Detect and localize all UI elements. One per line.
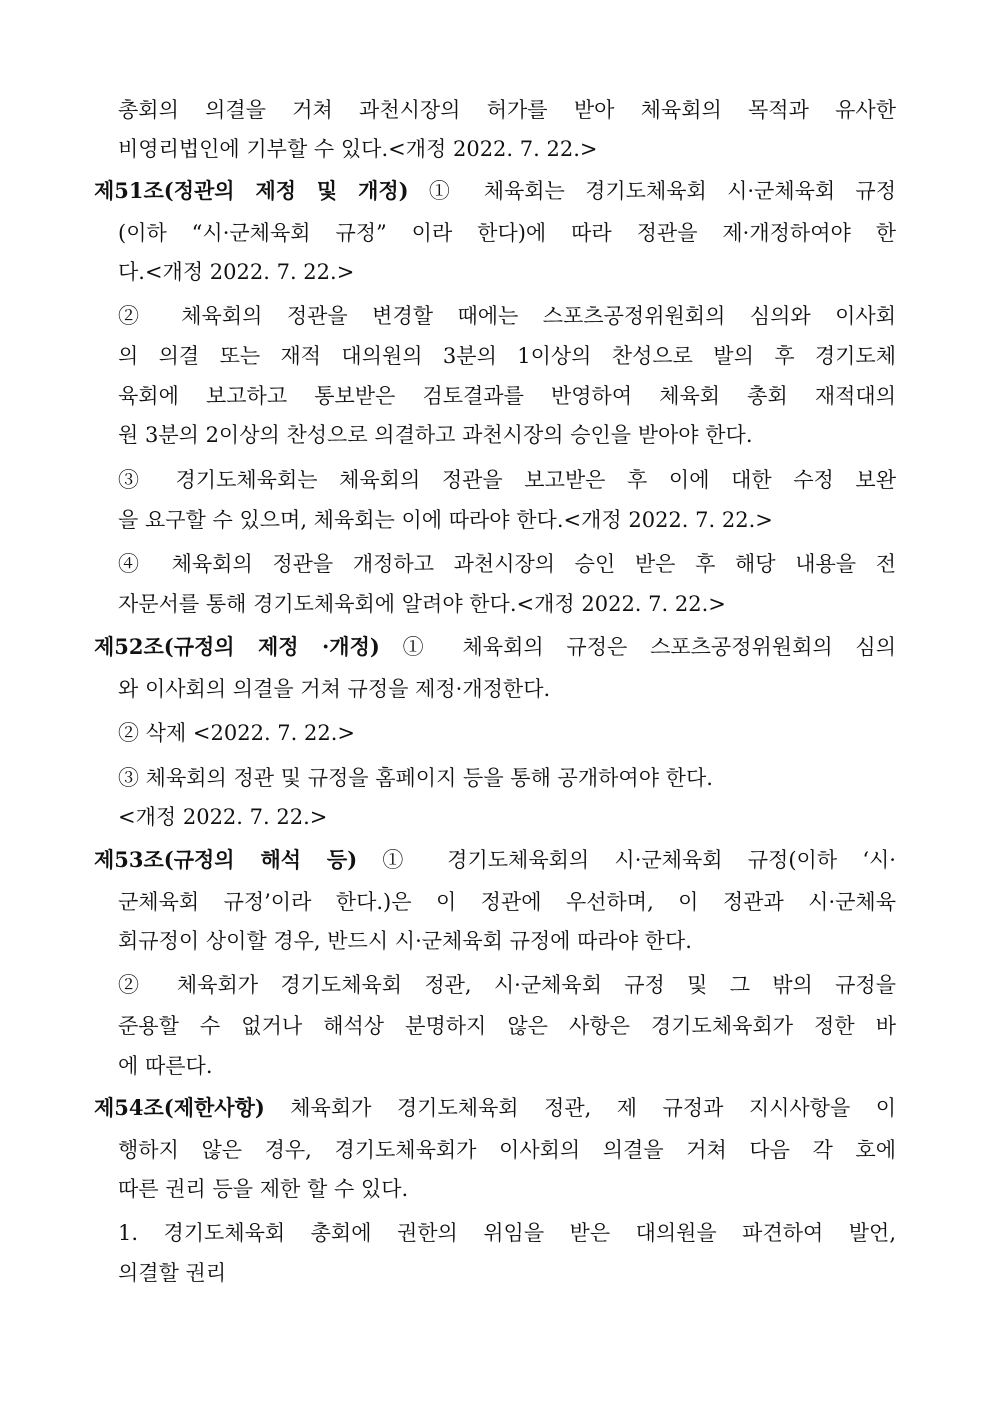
article-text: 체육회가 경기도체육회 정관, 제 규정과 지시사항을 이 bbox=[264, 1096, 896, 1120]
article-51-heading-line bbox=[94, 177, 896, 205]
text-line: 에 따른다. bbox=[118, 1054, 213, 1078]
text-line: ④ 체육회의 정관을 개정하고 과천시장의 승인 받은 후 해당 내용을 전 bbox=[118, 552, 896, 576]
text-line: 비영리법인에 기부할 수 있다.<개정 2022. 7. 22.> bbox=[118, 137, 598, 161]
text-line: 원 3분의 2이상의 찬성으로 의결하고 과천시장의 승인을 받아야 한다. bbox=[118, 423, 753, 447]
text-line: 따른 권리 등을 제한 할 수 있다. bbox=[118, 1177, 409, 1201]
text-line: 1. 경기도체육회 총회에 권한의 위임을 받은 대의원을 파견하여 발언, bbox=[118, 1221, 896, 1245]
text-line: 준용할 수 없거나 해석상 분명하지 않은 사항은 경기도체육회가 정한 바 bbox=[118, 1014, 896, 1038]
text-line: ② 체육회가 경기도체육회 정관, 시·군체육회 규정 및 그 밖의 규정을 bbox=[118, 973, 896, 997]
article-54-heading-line bbox=[94, 1094, 896, 1122]
text-line: 육회에 보고하고 통보받은 검토결과를 반영하여 체육회 총회 재적대의 bbox=[118, 384, 896, 408]
text-line: 행하지 않은 경우, 경기도체육회가 이사회의 의결을 거쳐 다음 각 호에 bbox=[118, 1138, 896, 1162]
text-line: 회규정이 상이할 경우, 반드시 시·군체육회 규정에 따라야 한다. bbox=[118, 929, 692, 953]
text-line: 와 이사회의 의결을 거쳐 규정을 제정·개정한다. bbox=[118, 677, 551, 701]
text-line: ③ 경기도체육회는 체육회의 정관을 보고받은 후 이에 대한 수정 보완 bbox=[118, 468, 896, 492]
text-line: 의 의결 또는 재적 대의원의 3분의 1이상의 찬성으로 발의 후 경기도체 bbox=[118, 344, 896, 368]
text-line: (이하 “시·군체육회 규정” 이라 한다)에 따라 정관을 제·개정하여야 한 bbox=[118, 221, 896, 245]
text-line: ③ 체육회의 정관 및 규정을 홈페이지 등을 통해 공개하여야 한다. bbox=[118, 766, 713, 790]
text-line: 자문서를 통해 경기도체육회에 알려야 한다.<개정 2022. 7. 22.> bbox=[118, 592, 726, 616]
article-text: ① 체육회의 규정은 스포츠공정위원회의 심의 bbox=[379, 635, 896, 659]
article-title: 제51조(정관의 제정 및 개정) bbox=[94, 178, 409, 203]
article-text: ① 경기도체육회의 시·군체육회 규정(이하 ‘시· bbox=[357, 848, 896, 872]
text-line: ② 체육회의 정관을 변경할 때에는 스포츠공정위원회의 심의와 이사회 bbox=[118, 304, 896, 328]
article-title: 제52조(규정의 제정 ·개정) bbox=[94, 634, 380, 659]
article-title: 제53조(규정의 해석 등) bbox=[94, 847, 358, 872]
text-line: 의결할 권리 bbox=[118, 1261, 227, 1285]
text-line: ② 삭제 <2022. 7. 22.> bbox=[118, 721, 356, 745]
text-line: 총회의 의결을 거쳐 과천시장의 허가를 받아 체육회의 목적과 유사한 bbox=[118, 98, 896, 122]
text-line: 다.<개정 2022. 7. 22.> bbox=[118, 260, 355, 284]
text-line: <개정 2022. 7. 22.> bbox=[118, 805, 328, 829]
article-title: 제54조(제한사항) bbox=[94, 1095, 265, 1120]
text-line: 군체육회 규정’이라 한다.)은 이 정관에 우선하며, 이 정관과 시·군체육 bbox=[118, 890, 896, 914]
text-line: 을 요구할 수 있으며, 체육회는 이에 따라야 한다.<개정 2022. 7. 22.> bbox=[118, 508, 773, 532]
article-52-heading-line bbox=[94, 633, 896, 661]
article-text: ① 체육회는 경기도체육회 시·군체육회 규정 bbox=[408, 179, 896, 203]
article-53-heading-line bbox=[94, 846, 896, 874]
